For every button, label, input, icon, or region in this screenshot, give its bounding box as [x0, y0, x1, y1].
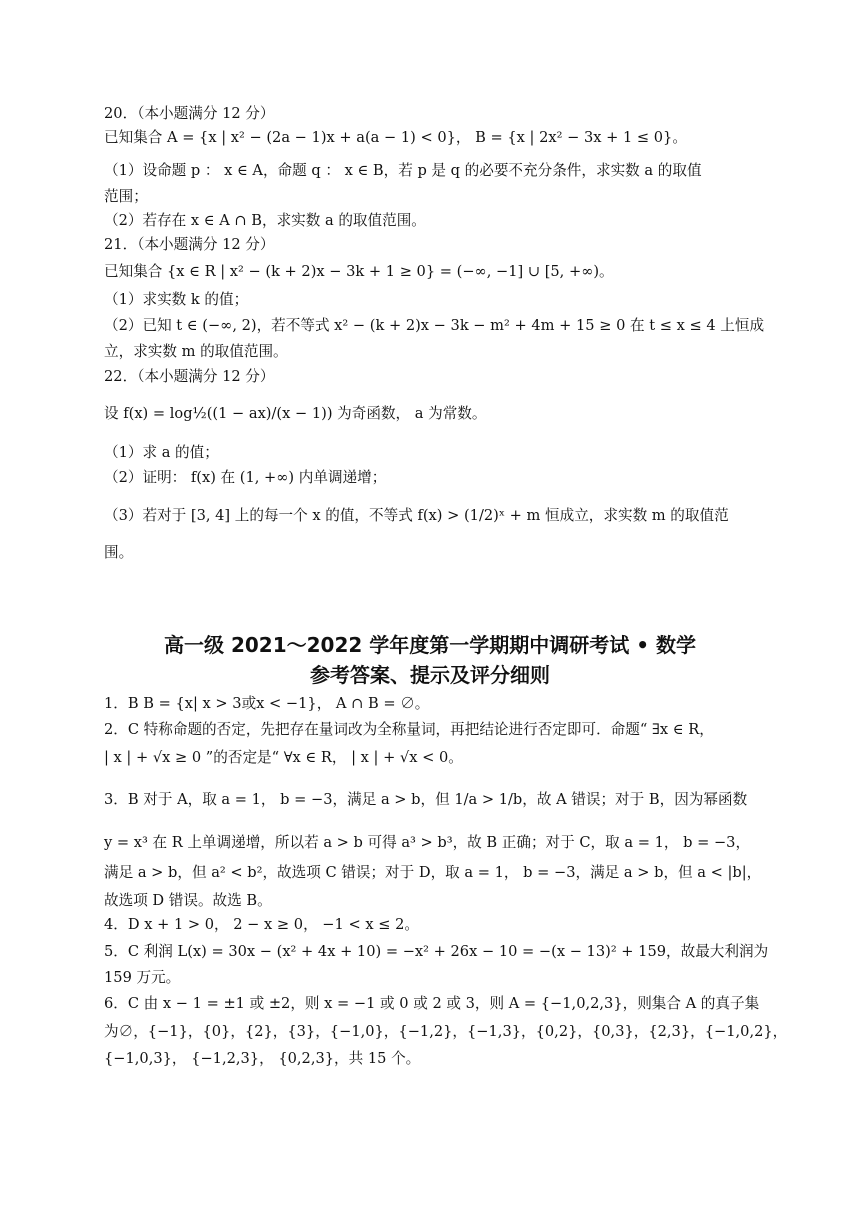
problem-22-part3: （3）若对于 [3, 4] 上的每一个 x 的值，不等式 f(x) > (1/2)ˣ + m 恒成立，求实数 m 的取值范	[104, 507, 729, 524]
answer-3: 3．B 对于 A，取 a = 1， b = −3，满足 a > b，但 1/a > 1/b，故 A 错误；对于 B，因为幂函数	[104, 791, 748, 808]
answer-6-cont-1: 为∅，{−1}，{0}，{2}，{3}，{−1,0}，{−1,2}，{−1,3}，{0,2}，{0,3}，{2,3}，{−1,0,2}，	[104, 1023, 788, 1040]
problem-21-given: 已知集合 {x ∈ R | x² − (k + 2)x − 3k + 1 ≥ 0} = (−∞, −1] ∪ [5, +∞)。	[104, 263, 614, 280]
problem-21-title: 21．（本小题满分 12 分）	[104, 236, 275, 253]
answer-6-cont-2: {−1,0,3}， {−1,2,3}， {0,2,3}，共 15 个。	[104, 1050, 421, 1067]
answer-3-cont-1: y = x³ 在 R 上单调递增，所以若 a > b 可得 a³ > b³，故 B 正确；对于 C，取 a = 1， b = −3，	[104, 834, 751, 851]
problem-20-part2: （2）若存在 x ∈ A ∩ B，求实数 a 的取值范围。	[104, 212, 426, 229]
answer-2-cont: | x | + √x ≥ 0 ”的否定是“ ∀x ∈ R， | x | + √x < 0。	[104, 749, 463, 766]
answer-5: 5．C 利润 L(x) = 30x − (x² + 4x + 10) = −x² + 26x − 10 = −(x − 13)² + 159，故最大利润为	[104, 943, 769, 960]
problem-22-part3-cont: 围。	[104, 544, 134, 561]
problem-21-part1: （1）求实数 k 的值；	[104, 291, 249, 308]
problem-22-given: 设 f(x) = log½((1 − ax)/(x − 1)) 为奇函数， a 为常数。	[104, 405, 487, 422]
answer-3-cont-2: 满足 a > b，但 a² < b²，故选项 C 错误；对于 D，取 a = 1， b = −3，满足 a > b，但 a < |b|，	[104, 864, 762, 881]
answer-5-cont: 159 万元。	[104, 969, 181, 986]
problem-22-title: 22．（本小题满分 12 分）	[104, 368, 275, 385]
answer-4: 4．D x + 1 > 0， 2 − x ≥ 0， −1 < x ≤ 2。	[104, 916, 419, 933]
problem-20-part1-cont: 范围；	[104, 188, 148, 205]
answer-heading-title: 高一级 2021～2022 学年度第一学期期中调研考试 • 数学	[164, 633, 696, 657]
answer-heading-subtitle: 参考答案、提示及评分细则	[310, 663, 550, 687]
answer-1: 1．B B = {x| x > 3或x < −1}， A ∩ B = ∅。	[104, 695, 430, 712]
problem-21-part2: （2）已知 t ∈ (−∞, 2)，若不等式 x² − (k + 2)x − 3k − m² + 4m + 15 ≥ 0 在 t ≤ x ≤ 4 上恒成	[104, 317, 765, 334]
answer-6: 6．C 由 x − 1 = ±1 或 ±2，则 x = −1 或 0 或 2 或 3，则 A = {−1,0,2,3}，则集合 A 的真子集	[104, 995, 760, 1012]
problem-21-part2-cont: 立，求实数 m 的取值范围。	[104, 343, 288, 360]
answer-3-cont-3: 故选项 D 错误。故选 B。	[104, 892, 272, 909]
answer-2: 2．C 特称命题的否定，先把存在量词改为全称量词，再把结论进行否定即可．命题“ ∃x ∈ R，	[104, 721, 714, 738]
problem-20-title: 20．（本小题满分 12 分）	[104, 105, 275, 122]
problem-22-part1: （1）求 a 的值；	[104, 444, 219, 461]
problem-22-part2: （2）证明： f(x) 在 (1, +∞) 内单调递增；	[104, 469, 387, 486]
problem-20-given: 已知集合 A = {x | x² − (2a − 1)x + a(a − 1) < 0}， B = {x | 2x² − 3x + 1 ≤ 0}。	[104, 129, 687, 146]
problem-20-part1: （1）设命题 p ： x ∈ A，命题 q ： x ∈ B，若 p 是 q 的必要不充分条件，求实数 a 的取值	[104, 162, 702, 179]
